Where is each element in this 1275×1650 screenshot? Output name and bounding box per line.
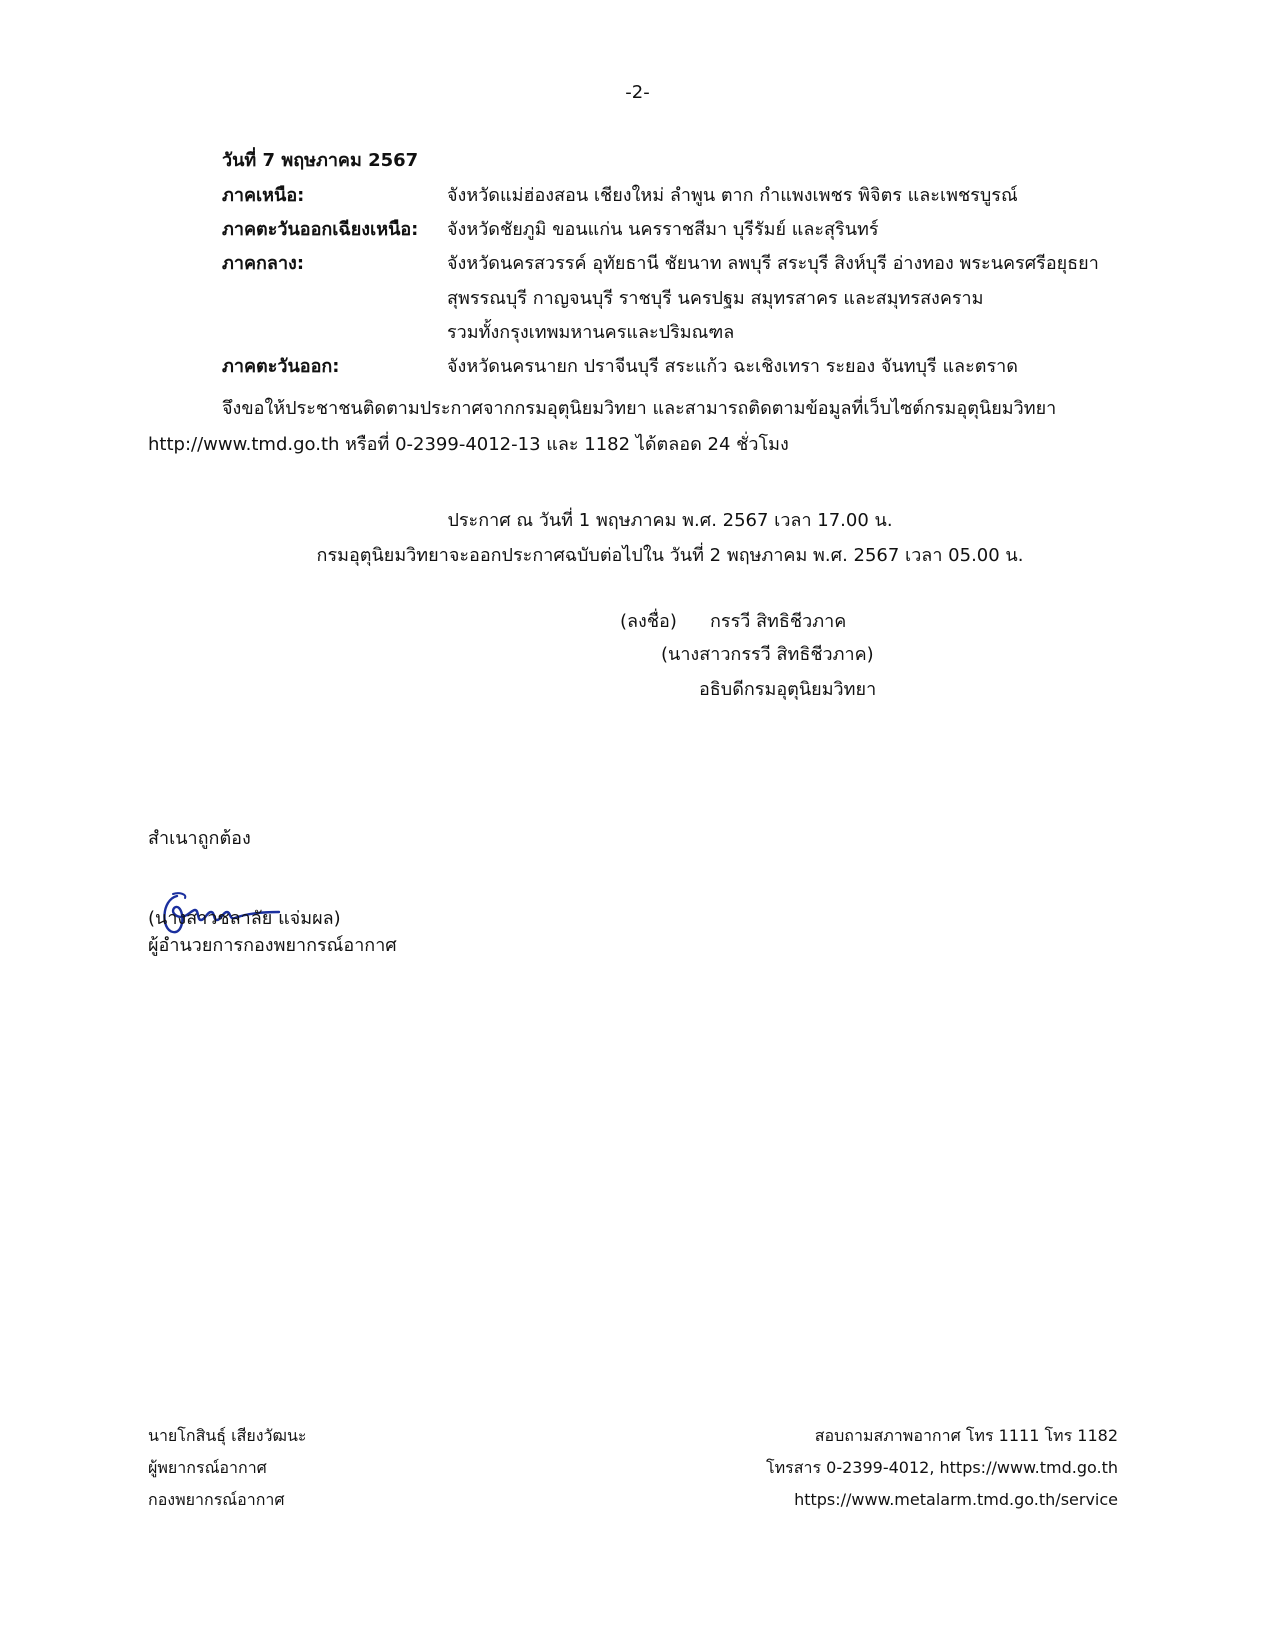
region-provinces-central-line-3: รวมทั้งกรุงเทพมหานครและปริมณฑล (447, 322, 735, 343)
region-provinces-central-line-1: จังหวัดนครสวรรค์ อุทัยธานี ชัยนาท ลพบุรี สระบุรี สิงห์บุรี อ่างทอง พระนครศรีอยุธยา (447, 253, 1099, 274)
advice-paragraph-line-1: จึงขอให้ประชาชนติดตามประกาศจากกรมอุตุนิยมวิทยา และสามารถติดตามข้อมูลที่เว็บไซต์กรมอุตุนิยมวิทยา (222, 398, 1057, 419)
certified-position: ผู้อำนวยการกองพยากรณ์อากาศ (148, 935, 397, 956)
region-provinces-central-line-2: สุพรรณบุรี กาญจนบุรี ราชบุรี นครปฐม สมุทรสาคร และสมุทรสงคราม (447, 288, 984, 309)
certified-copy-label: สำเนาถูกต้อง (148, 828, 251, 849)
footer-forecaster-title: ผู้พยากรณ์อากาศ (148, 1458, 267, 1477)
region-label-central: ภาคกลาง: (222, 253, 305, 274)
footer-contact-service-url: https://www.metalarm.tmd.go.th/service (794, 1490, 1118, 1509)
region-label-east: ภาคตะวันออก: (222, 356, 340, 377)
footer-contact-phone: สอบถามสภาพอากาศ โทร 1111 โทร 1182 (814, 1426, 1118, 1445)
region-label-northeast: ภาคตะวันออกเฉียงเหนือ: (222, 219, 419, 240)
region-provinces-northeast: จังหวัดชัยภูมิ ขอนแก่น นครราชสีมา บุรีรัมย์ และสุรินทร์ (447, 219, 879, 240)
region-label-north: ภาคเหนือ: (222, 185, 305, 206)
date-heading: วันที่ 7 พฤษภาคม 2567 (222, 150, 419, 171)
signatory-position: อธิบดีกรมอุตุนิยมวิทยา (699, 679, 877, 700)
region-provinces-east: จังหวัดนครนายก ปราจีนบุรี สระแก้ว ฉะเชิงเทรา ระยอง จันทบุรี และตราด (447, 356, 1018, 377)
footer-forecaster-name: นายโกสินธุ์ เสียงวัฒนะ (148, 1426, 307, 1445)
advice-paragraph-line-2: http://www.tmd.go.th หรือที่ 0-2399-4012-13 และ 1182 ได้ตลอด 24 ชั่วโมง (148, 434, 789, 455)
signed-name: กรรวี สิทธิชีวภาค (710, 611, 847, 632)
announcement-issued: ประกาศ ณ วันที่ 1 พฤษภาคม พ.ศ. 2567 เวลา 17.00 น. (447, 510, 893, 531)
page-number: -2- (625, 82, 650, 103)
signatory-full-name: (นางสาวกรรวี สิทธิชีวภาค) (661, 644, 874, 665)
footer-forecaster-division: กองพยากรณ์อากาศ (148, 1490, 285, 1509)
signed-prefix: (ลงชื่อ) (620, 611, 677, 632)
certified-name: (นางสาวชลาลัย แจ่มผล) (148, 908, 341, 929)
footer-contact-fax: โทรสาร 0-2399-4012, https://www.tmd.go.th (766, 1458, 1118, 1477)
region-provinces-north: จังหวัดแม่ฮ่องสอน เชียงใหม่ ลำพูน ตาก กำแพงเพชร พิจิตร และเพชรบูรณ์ (447, 185, 1018, 206)
announcement-next: กรมอุตุนิยมวิทยาจะออกประกาศฉบับต่อไปใน วันที่ 2 พฤษภาคม พ.ศ. 2567 เวลา 05.00 น. (316, 545, 1024, 566)
